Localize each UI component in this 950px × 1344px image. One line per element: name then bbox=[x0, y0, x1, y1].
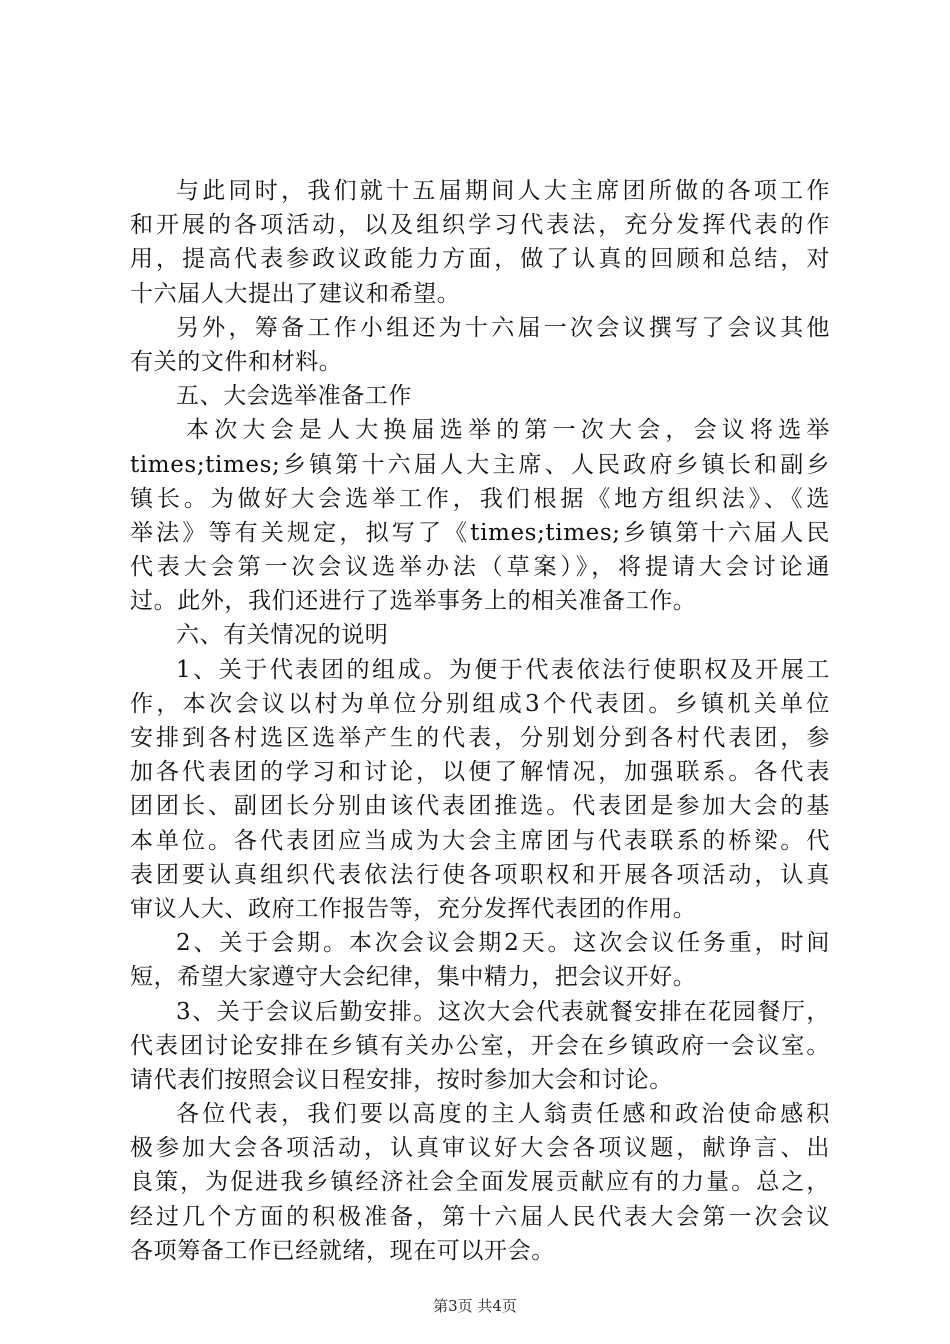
paragraph-line: 2、关于会期。本次会议会期2天。这次会议任务重，时间 bbox=[176, 930, 830, 957]
paragraph-line: 本单位。各代表团应当成为大会主席团与代表联系的桥梁。代 bbox=[130, 827, 830, 854]
paragraph-line: 作，本次会议以村为单位分别组成3个代表团。乡镇机关单位 bbox=[130, 690, 830, 717]
paragraph-line: 各项筹备工作已经就绪，现在可以开会。 bbox=[130, 1237, 555, 1264]
paragraph-line: 加各代表团的学习和讨论，以便了解情况，加强联系。各代表 bbox=[130, 759, 830, 786]
paragraph-line: 请代表们按照会议日程安排，按时参加大会和讨论。 bbox=[130, 1066, 673, 1093]
paragraph-line: 表团要认真组织代表依法行使各项职权和开展各项活动，认真 bbox=[130, 861, 830, 888]
paragraph-line: 举法》等有关规定，拟写了《times;times;乡镇第十六届人民 bbox=[130, 519, 830, 546]
paragraph-line: 和开展的各项活动，以及组织学习代表法，充分发挥代表的作 bbox=[130, 212, 830, 239]
paragraph-line: 各位代表，我们要以高度的主人翁责任感和政治使命感积 bbox=[176, 1101, 830, 1128]
paragraph-line: 过。此外，我们还进行了选举事务上的相关准备工作。 bbox=[130, 588, 697, 615]
paragraph-line: 另外，筹备工作小组还为十六届一次会议撰写了会议其他 bbox=[176, 314, 830, 341]
paragraph-line: 用，提高代表参政议政能力方面，做了认真的回顾和总结，对 bbox=[130, 246, 830, 273]
paragraph-line: 经过几个方面的积极准备，第十六届人民代表大会第一次会议 bbox=[130, 1203, 830, 1230]
paragraph-line: 代表大会第一次会议选举办法（草案）》，将提请大会讨论通 bbox=[130, 554, 830, 581]
paragraph-line: 安排到各村选区选举产生的代表，分别划分到各村代表团，参 bbox=[130, 725, 830, 751]
paragraph-line: 与此同时，我们就十五届期间人大主席团所做的各项工作 bbox=[176, 178, 830, 204]
paragraph-line: times;times;乡镇第十六届人大主席、人民政府乡镇长和副乡 bbox=[130, 451, 830, 478]
page-footer: 第3页 共4页 bbox=[433, 1297, 517, 1315]
paragraph-line: 团团长、副团长分别由该代表团推选。代表团是参加大会的基 bbox=[130, 793, 830, 820]
paragraph-line: 十六届人大提出了建议和希望。 bbox=[130, 280, 461, 307]
paragraph-line: 有关的文件和材料。 bbox=[130, 348, 343, 375]
section-heading: 五、大会选举准备工作 bbox=[176, 383, 412, 410]
paragraph-line: 良策，为促进我乡镇经济社会全面发展贡献应有的力量。总之， bbox=[130, 1169, 830, 1196]
paragraph-line: 短，希望大家遵守大会纪律，集中精力，把会议开好。 bbox=[130, 964, 697, 991]
paragraph-line: 3、关于会议后勤安排。这次大会代表就餐安排在花园餐厅， bbox=[176, 998, 830, 1025]
paragraph-line: 1、关于代表团的组成。为便于代表依法行使职权及开展工 bbox=[176, 656, 830, 683]
paragraph-line: 代表团讨论安排在乡镇有关办公室，开会在乡镇政府一会议室。 bbox=[130, 1032, 830, 1059]
section-heading: 六、有关情况的说明 bbox=[176, 622, 389, 649]
paragraph-line: 本次大会是人大换届选举的第一次大会，会议将选举 bbox=[186, 417, 830, 444]
document-body bbox=[130, 174, 830, 1268]
paragraph-line: 镇长。为做好大会选举工作，我们根据《地方组织法》、《选 bbox=[130, 485, 830, 512]
paragraph-line: 审议人大、政府工作报告等，充分发挥代表团的作用。 bbox=[130, 895, 697, 922]
paragraph-line: 极参加大会各项活动，认真审议好大会各项议题，献诤言、出 bbox=[130, 1135, 830, 1162]
